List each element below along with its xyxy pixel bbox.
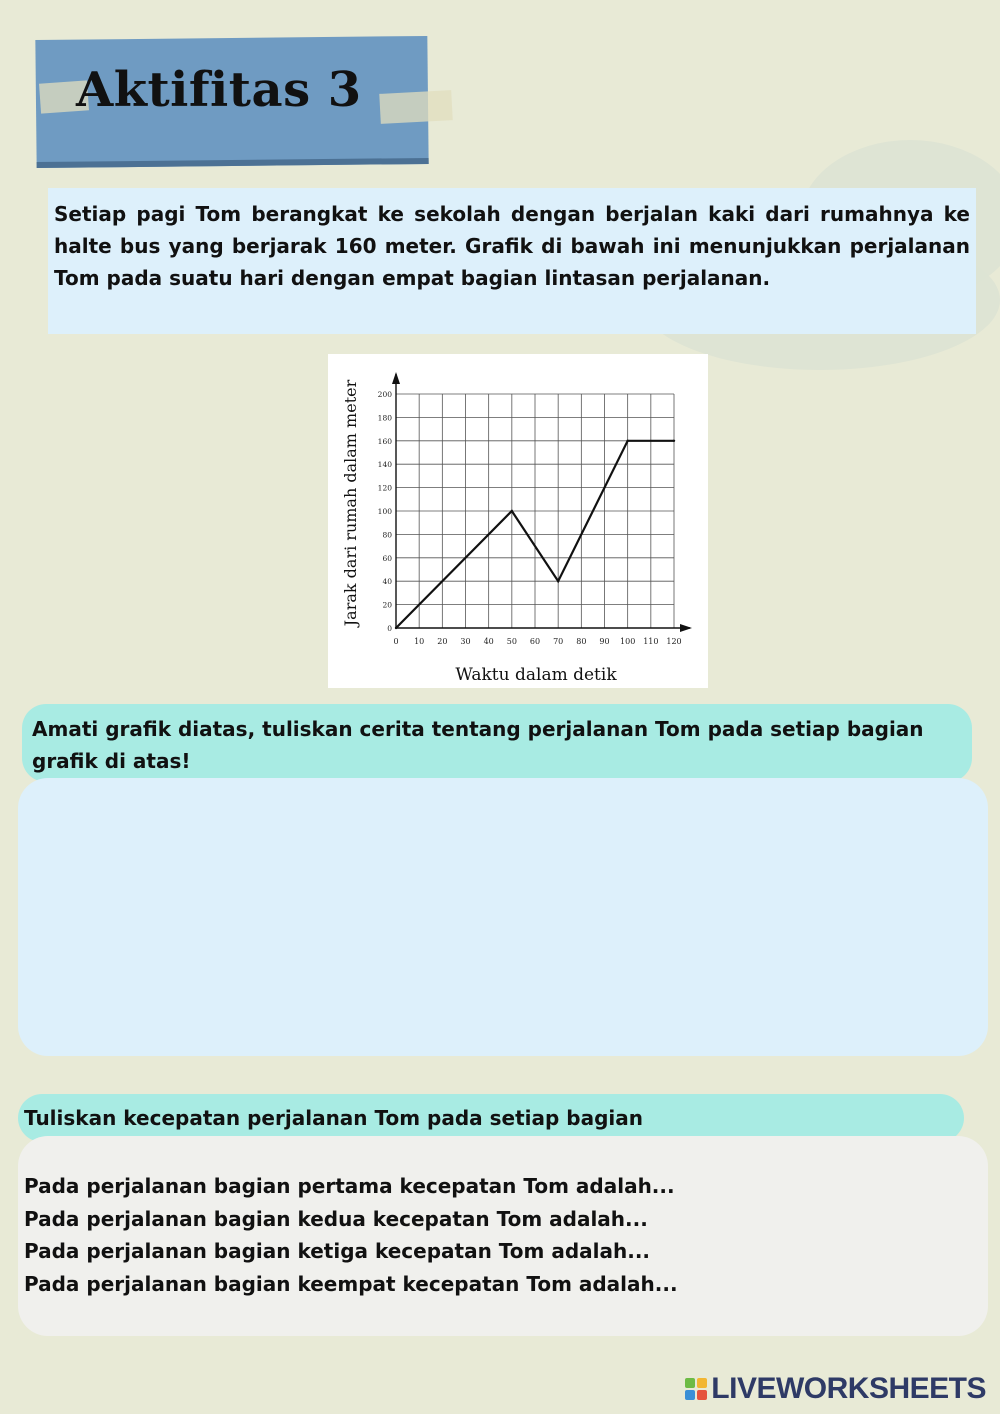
question-1-pill (22, 704, 972, 782)
logo-text: LIVEWORKSHEETS (711, 1372, 986, 1405)
speed-line-3[interactable]: Pada perjalanan bagian ketiga kecepatan Tom adalah... (24, 1239, 651, 1263)
x-tick-label: 20 (437, 637, 448, 646)
speed-line-2[interactable]: Pada perjalanan bagian kedua kecepatan Tom adalah... (24, 1206, 648, 1231)
y-axis-arrow (392, 372, 400, 384)
x-axis-label: Waktu dalam detik (455, 665, 617, 685)
x-tick-label: 110 (643, 637, 659, 646)
x-tick-label: 0 (393, 637, 399, 646)
data-point (511, 510, 513, 512)
intro-box (48, 188, 976, 334)
question-1-text: Amati grafik diatas, tuliskan cerita tentang perjalanan Tom pada setiap bagian grafik di atas! (32, 717, 924, 773)
x-tick-label: 80 (576, 637, 587, 646)
x-tick-label: 120 (666, 637, 682, 646)
y-tick-label: 0 (387, 624, 392, 633)
intro-text: Setiap pagi Tom berangkat ke sekolah dengan berjalan kaki dari rumahnya ke halte bus yang berjarak 160 meter. Grafik di bawah ini menunjukkan perjalanan Tom pada suatu hari dengan empat bagian lintasan perjalanan. (54, 202, 970, 290)
data-point (626, 440, 628, 442)
tape-decoration (379, 90, 452, 124)
speed-answer-box (18, 1136, 988, 1336)
data-point (673, 440, 675, 442)
question-2-text: Tuliskan kecepatan perjalanan Tom pada setiap bagian (24, 1106, 643, 1130)
data-point (557, 580, 559, 582)
x-axis-arrow (680, 624, 692, 632)
y-tick-label: 180 (377, 413, 392, 423)
x-tick-label: 90 (599, 637, 610, 646)
y-tick-label: 120 (377, 483, 392, 493)
y-tick-label: 40 (382, 577, 392, 587)
y-tick-label: 20 (382, 600, 392, 610)
liveworksheets-logo (685, 1372, 986, 1406)
data-point (395, 627, 397, 629)
x-tick-label: 70 (553, 637, 564, 646)
y-tick-label: 200 (377, 390, 392, 399)
x-tick-label: 50 (506, 637, 517, 646)
chart-container (328, 354, 708, 688)
logo-mark-icon (685, 1378, 707, 1400)
x-tick-label: 30 (460, 637, 471, 646)
page-title: Aktifitas 3 (76, 62, 362, 118)
distance-time-chart (328, 354, 708, 688)
y-tick-label: 160 (377, 436, 392, 446)
y-tick-label: 100 (377, 507, 392, 516)
speed-line-1[interactable]: Pada perjalanan bagian pertama kecepatan Tom adalah... (24, 1174, 675, 1198)
y-tick-label: 140 (377, 460, 392, 470)
x-tick-label: 40 (483, 637, 494, 646)
question-2-pill (18, 1094, 964, 1142)
x-tick-label: 60 (529, 637, 541, 646)
x-tick-label: 100 (620, 637, 636, 646)
story-answer-box[interactable] (18, 778, 988, 1056)
y-tick-label: 60 (382, 553, 392, 563)
x-tick-label: 10 (414, 637, 425, 646)
y-tick-label: 80 (382, 530, 392, 540)
speed-line-4[interactable]: Pada perjalanan bagian keempat kecepatan Tom adalah... (24, 1271, 678, 1296)
y-axis-label: Jarak dari rumah dalam meter (341, 379, 360, 627)
